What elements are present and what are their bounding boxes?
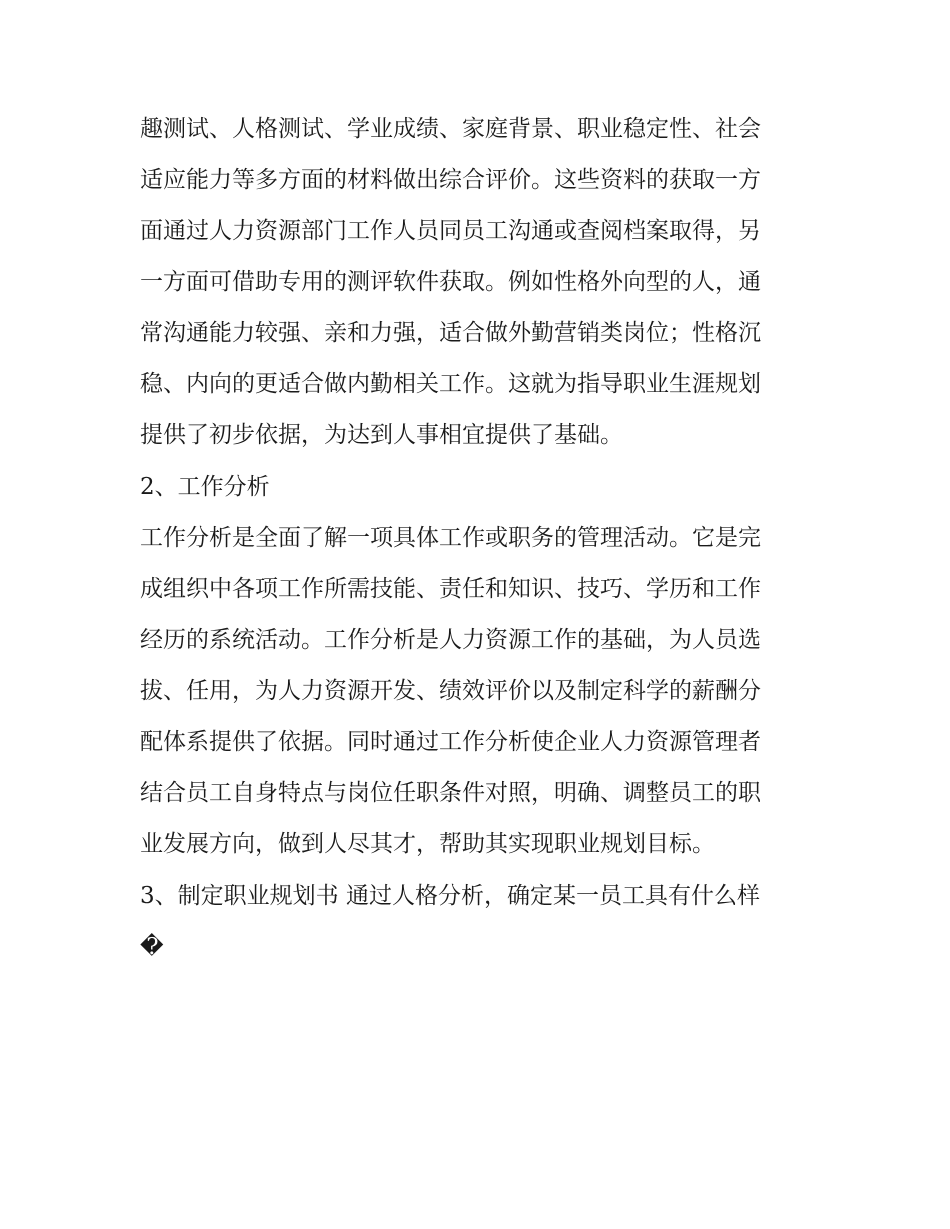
document-body: [140, 104, 820, 973]
paragraph-line: 工作分析是全面了解一项具体工作或职务的管理活动。它是完: [140, 525, 761, 551]
paragraph-line: 常沟通能力较强、亲和力强，适合做外勤营销类岗位；性格沉: [140, 320, 761, 346]
paragraph-line: 适应能力等多方面的材料做出综合评价。这些资料的获取一方: [140, 167, 761, 193]
paragraph-line: 经历的系统活动。工作分析是人力资源工作的基础，为人员选: [140, 627, 761, 653]
paragraph-line: 提供了初步依据，为达到人事相宜提供了基础。: [140, 422, 623, 448]
paragraph-line: 面通过人力资源部门工作人员同员工沟通或查阅档案取得，另: [140, 218, 761, 244]
section-heading: 2、工作分析: [140, 474, 270, 500]
section-heading: 3、制定职业规划书 通过人格分析，确定某一员工具有什么样: [140, 883, 760, 909]
paragraph-line: 趣测试、人格测试、学业成绩、家庭背景、职业稳定性、社会: [140, 116, 761, 142]
paragraph-line: 拔、任用，为人力资源开发、绩效评价以及制定科学的薪酬分: [140, 678, 761, 704]
paragraph-line: 一方面可借助专用的测评软件获取。例如性格外向型的人，通: [140, 269, 761, 295]
paragraph-line: 业发展方向，做到人尽其才，帮助其实现职业规划目标。: [140, 831, 715, 857]
paragraph-line: 稳、内向的更适合做内勤相关工作。这就为指导职业生涯规划: [140, 371, 761, 397]
paragraph-line: 成组织中各项工作所需技能、责任和知识、技巧、学历和工作: [140, 576, 761, 602]
paragraph-line: 结合员工自身特点与岗位任职条件对照，明确、调整员工的职: [140, 780, 761, 806]
paragraph-line: 配体系提供了依据。同时通过工作分析使企业人力资源管理者: [140, 729, 761, 755]
replacement-character: �: [140, 934, 164, 960]
